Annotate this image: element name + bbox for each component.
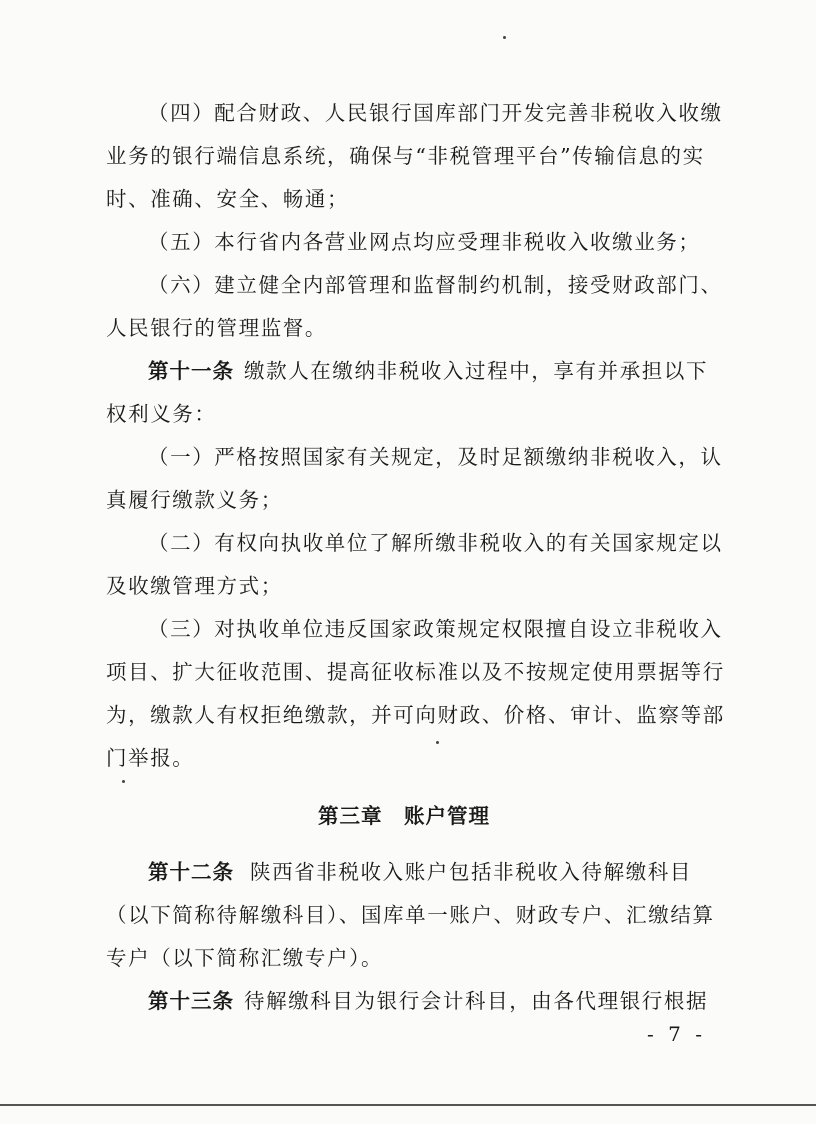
article-number: 第十二条 (148, 860, 234, 884)
scan-edge-line (0, 1104, 816, 1106)
document-page: （四）配合财政、人民银行国库部门开发完善非税收入收缴 业务的银行端信息系统，确保与“非税管理平台”传输信息的实 时、准确、安全、畅通； （五）本行省内各营业网点均应受理非税收入收缴业务； （六）建立健全内部管理和监督制约机制，接受财政部门、 人民银行的管理监督。 第十一条 缴款人在缴纳非税收入过程中，享有并承担以下 权利义务： （一）严格按照国家有关规定，及时足额缴纳非税收入，认 真履行缴款义务； （二）有权向执收单位了解所缴非税收入的有关国家规定以 及收缴管理方式； （三）对执收单位违反国家政策规定权限擅自设立非税收入 项目、扩大征收范围、提高征收标准以及不按规定使用票据等行 为，缴款人有权拒绝缴款，并可向财政、价格、审计、监察等部 门举报。 第三章 账户管理 第十二条 陕西省非税收入账户包括非税收入待解缴科目 （以下简称待解缴科目）、国库单一账户、财政专户、汇缴结算 专户（以下简称汇缴专户）。 第十三条 待解缴科目为银行会计科目，由各代理银行根据 - 7 - (0, 0, 816, 1124)
scan-speck (503, 36, 506, 39)
chapter-heading: 第三章 账户管理 (318, 804, 490, 828)
article-number: 第十三条 (148, 989, 234, 1013)
scan-speck (436, 741, 439, 744)
page-number: - 7 - (647, 1022, 706, 1046)
article-number: 第十一条 (148, 359, 234, 383)
scan-speck (122, 780, 125, 783)
